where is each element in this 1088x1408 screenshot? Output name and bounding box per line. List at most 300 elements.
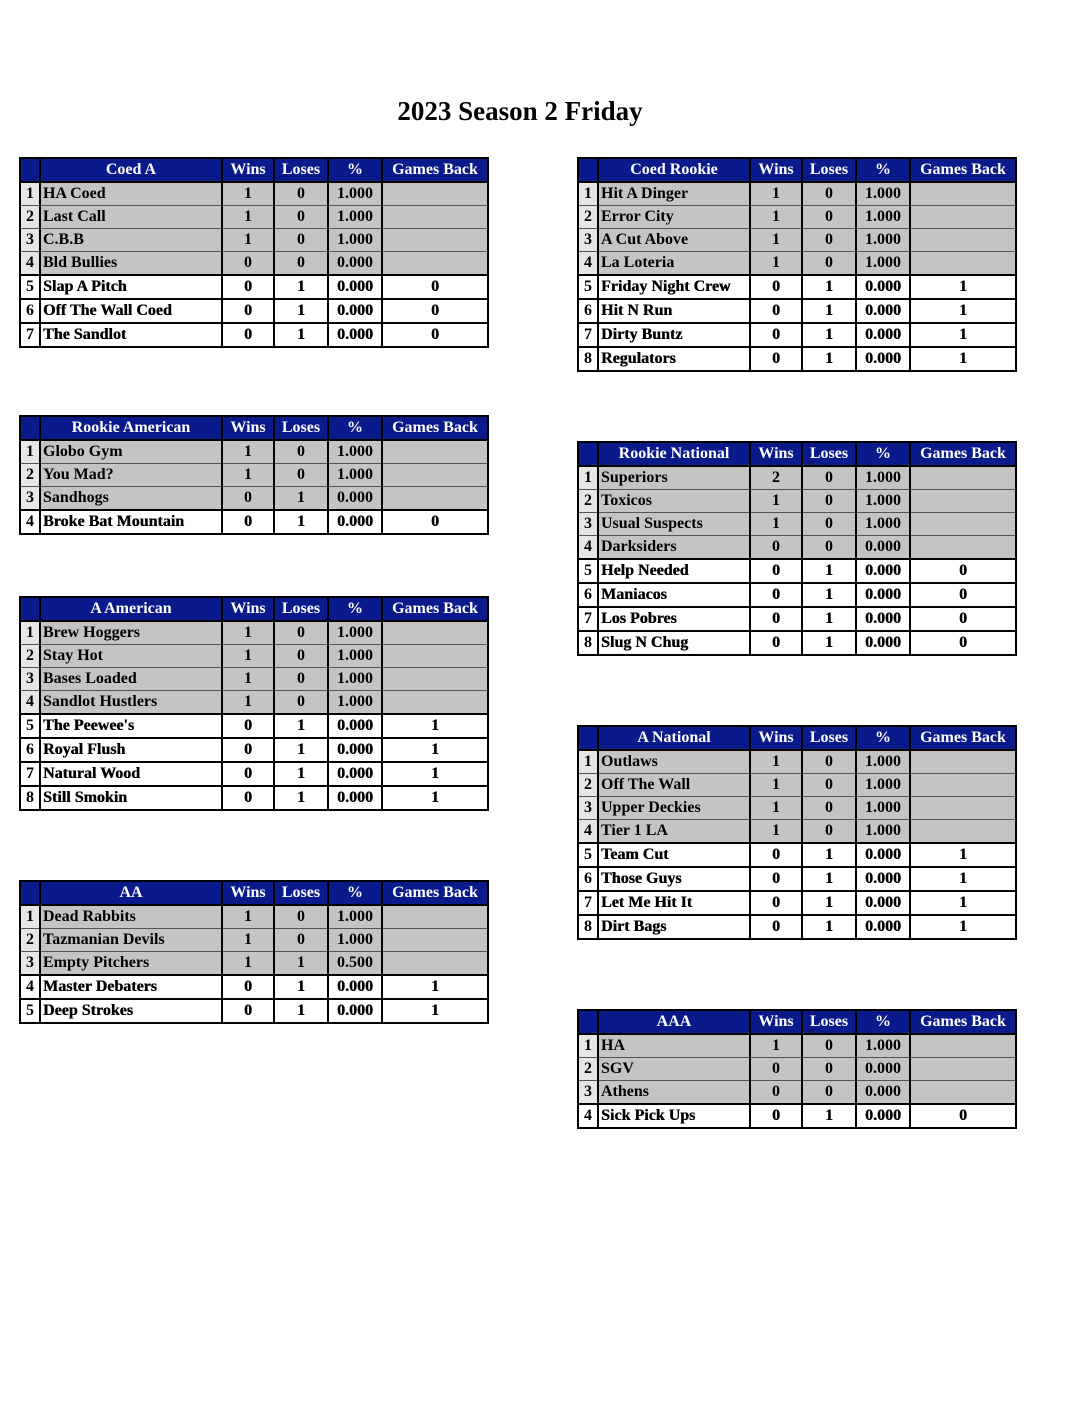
team-rank: 1	[578, 466, 598, 490]
team-rank: 1	[20, 621, 40, 645]
team-wins: 2	[750, 466, 802, 490]
team-wins: 1	[750, 774, 802, 797]
team-loses: 0	[802, 490, 856, 513]
team-loses: 1	[802, 323, 856, 347]
team-rank: 7	[20, 323, 40, 347]
team-wins: 0	[750, 536, 802, 560]
team-wins: 0	[750, 891, 802, 915]
team-loses: 1	[802, 583, 856, 607]
team-games-back: 0	[382, 299, 488, 323]
team-rank: 2	[578, 774, 598, 797]
team-wins: 0	[750, 1058, 802, 1081]
pct-header: %	[856, 726, 910, 750]
team-row	[578, 1081, 1016, 1105]
team-name: Empty Pitchers	[40, 952, 222, 976]
team-rank: 8	[578, 347, 598, 371]
header-corner	[20, 881, 40, 905]
standings-table-rookie-national	[577, 441, 1017, 656]
team-loses: 0	[274, 440, 328, 464]
team-wins: 1	[222, 621, 274, 645]
team-games-back	[382, 464, 488, 487]
team-row	[20, 975, 488, 999]
team-row	[578, 820, 1016, 844]
team-row	[578, 631, 1016, 655]
team-row	[578, 229, 1016, 252]
pct-header: %	[328, 416, 382, 440]
team-pct: 0.000	[856, 323, 910, 347]
team-wins: 1	[750, 490, 802, 513]
pct-header: %	[328, 881, 382, 905]
team-games-back: 0	[910, 1104, 1016, 1128]
team-loses: 0	[802, 206, 856, 229]
team-games-back: 1	[382, 714, 488, 738]
wins-header: Wins	[750, 1010, 802, 1034]
team-loses: 0	[802, 466, 856, 490]
team-games-back	[382, 645, 488, 668]
team-wins: 0	[750, 867, 802, 891]
team-rank: 2	[578, 490, 598, 513]
team-name: Brew Hoggers	[40, 621, 222, 645]
team-name: Hit N Run	[598, 299, 750, 323]
team-wins: 0	[222, 999, 274, 1023]
team-rank: 1	[578, 1034, 598, 1058]
team-pct: 1.000	[856, 252, 910, 276]
division-name: AAA	[598, 1010, 750, 1034]
team-name: Tazmanian Devils	[40, 929, 222, 952]
team-loses: 0	[802, 229, 856, 252]
team-name: Bases Loaded	[40, 668, 222, 691]
team-wins: 0	[750, 559, 802, 583]
team-games-back	[910, 490, 1016, 513]
team-loses: 1	[274, 323, 328, 347]
team-games-back	[910, 466, 1016, 490]
team-row	[578, 797, 1016, 820]
header-corner	[578, 442, 598, 466]
team-wins: 0	[750, 275, 802, 299]
header-row	[20, 416, 488, 440]
team-wins: 0	[750, 323, 802, 347]
team-pct: 1.000	[856, 206, 910, 229]
team-name: La Loteria	[598, 252, 750, 276]
team-name: Darksiders	[598, 536, 750, 560]
team-rank: 5	[578, 559, 598, 583]
team-rank: 2	[20, 929, 40, 952]
team-pct: 0.000	[328, 786, 382, 810]
team-wins: 0	[750, 583, 802, 607]
team-row	[20, 905, 488, 929]
games-back-header: Games Back	[910, 158, 1016, 182]
team-wins: 0	[750, 299, 802, 323]
team-name: Sick Pick Ups	[598, 1104, 750, 1128]
team-wins: 1	[750, 252, 802, 276]
team-pct: 0.000	[328, 299, 382, 323]
team-row	[20, 929, 488, 952]
team-games-back: 1	[910, 347, 1016, 371]
team-rank: 4	[578, 820, 598, 844]
team-games-back: 0	[382, 510, 488, 534]
team-games-back	[910, 1081, 1016, 1105]
team-wins: 1	[222, 440, 274, 464]
wins-header: Wins	[750, 442, 802, 466]
team-games-back	[382, 952, 488, 976]
team-loses: 0	[274, 929, 328, 952]
team-loses: 0	[274, 182, 328, 206]
team-games-back	[910, 1058, 1016, 1081]
team-loses: 0	[802, 182, 856, 206]
team-name: Sandlot Hustlers	[40, 691, 222, 715]
team-wins: 1	[222, 182, 274, 206]
team-loses: 1	[274, 999, 328, 1023]
header-row	[20, 158, 488, 182]
team-row	[20, 229, 488, 252]
team-loses: 1	[802, 299, 856, 323]
team-games-back: 1	[910, 299, 1016, 323]
team-pct: 0.000	[856, 299, 910, 323]
header-row	[578, 726, 1016, 750]
team-pct: 1.000	[856, 750, 910, 774]
team-loses: 1	[802, 631, 856, 655]
loses-header: Loses	[274, 416, 328, 440]
team-games-back	[382, 252, 488, 276]
standings-table-coed-a	[19, 157, 489, 348]
team-name: Dirty Buntz	[598, 323, 750, 347]
header-row	[20, 597, 488, 621]
team-loses: 1	[274, 952, 328, 976]
team-name: Friday Night Crew	[598, 275, 750, 299]
team-rank: 3	[20, 487, 40, 511]
games-back-header: Games Back	[382, 881, 488, 905]
team-name: C.B.B	[40, 229, 222, 252]
team-pct: 0.000	[856, 867, 910, 891]
team-loses: 1	[802, 843, 856, 867]
team-loses: 0	[274, 206, 328, 229]
team-row	[20, 762, 488, 786]
division-name: A American	[40, 597, 222, 621]
loses-header: Loses	[274, 597, 328, 621]
team-row	[20, 668, 488, 691]
standings-table-aaa	[577, 1009, 1017, 1129]
team-row	[20, 182, 488, 206]
team-loses: 0	[802, 513, 856, 536]
team-wins: 0	[222, 975, 274, 999]
team-wins: 0	[222, 738, 274, 762]
team-rank: 4	[20, 510, 40, 534]
team-pct: 1.000	[328, 621, 382, 645]
team-loses: 1	[274, 510, 328, 534]
team-loses: 0	[274, 905, 328, 929]
team-rank: 4	[20, 691, 40, 715]
team-games-back	[910, 750, 1016, 774]
team-pct: 1.000	[856, 797, 910, 820]
team-games-back	[382, 905, 488, 929]
team-name: Outlaws	[598, 750, 750, 774]
team-rank: 6	[20, 738, 40, 762]
team-games-back	[910, 206, 1016, 229]
wins-header: Wins	[222, 881, 274, 905]
team-row	[578, 536, 1016, 560]
team-rank: 2	[578, 206, 598, 229]
header-corner	[578, 726, 598, 750]
team-name: Natural Wood	[40, 762, 222, 786]
team-games-back	[910, 1034, 1016, 1058]
header-corner	[20, 416, 40, 440]
team-pct: 1.000	[328, 668, 382, 691]
team-wins: 0	[222, 786, 274, 810]
team-pct: 1.000	[328, 929, 382, 952]
team-games-back	[382, 487, 488, 511]
team-games-back	[382, 206, 488, 229]
team-row	[20, 786, 488, 810]
team-wins: 1	[750, 797, 802, 820]
team-loses: 0	[802, 536, 856, 560]
team-rank: 1	[20, 182, 40, 206]
team-row	[20, 252, 488, 276]
team-games-back	[382, 440, 488, 464]
wins-header: Wins	[222, 158, 274, 182]
team-pct: 0.000	[856, 347, 910, 371]
team-loses: 1	[802, 915, 856, 939]
team-pct: 0.000	[856, 915, 910, 939]
team-row	[20, 738, 488, 762]
team-loses: 0	[802, 750, 856, 774]
team-loses: 1	[802, 275, 856, 299]
team-loses: 1	[274, 738, 328, 762]
team-pct: 1.000	[856, 1034, 910, 1058]
games-back-header: Games Back	[910, 442, 1016, 466]
team-wins: 1	[750, 206, 802, 229]
team-games-back: 1	[382, 786, 488, 810]
team-name: Help Needed	[598, 559, 750, 583]
team-rank: 3	[20, 229, 40, 252]
team-pct: 0.000	[856, 275, 910, 299]
team-loses: 0	[802, 252, 856, 276]
header-corner	[20, 597, 40, 621]
pct-header: %	[328, 158, 382, 182]
team-loses: 0	[802, 1081, 856, 1105]
team-row	[578, 206, 1016, 229]
team-name: You Mad?	[40, 464, 222, 487]
team-loses: 1	[274, 714, 328, 738]
team-rank: 7	[20, 762, 40, 786]
header-corner	[578, 158, 598, 182]
team-pct: 1.000	[328, 229, 382, 252]
team-pct: 0.000	[856, 1058, 910, 1081]
team-name: Hit A Dinger	[598, 182, 750, 206]
team-row	[20, 645, 488, 668]
team-rank: 7	[578, 891, 598, 915]
team-games-back: 1	[910, 891, 1016, 915]
team-loses: 0	[274, 464, 328, 487]
team-wins: 0	[750, 843, 802, 867]
loses-header: Loses	[802, 158, 856, 182]
team-name: Let Me Hit It	[598, 891, 750, 915]
team-rank: 6	[578, 867, 598, 891]
standings-table-rookie-american	[19, 415, 489, 535]
team-row	[20, 999, 488, 1023]
team-wins: 0	[750, 347, 802, 371]
team-pct: 0.500	[328, 952, 382, 976]
team-name: Maniacos	[598, 583, 750, 607]
team-rank: 5	[578, 843, 598, 867]
team-games-back: 0	[910, 583, 1016, 607]
team-pct: 1.000	[328, 691, 382, 715]
team-loses: 1	[802, 1104, 856, 1128]
pct-header: %	[856, 158, 910, 182]
team-wins: 1	[222, 229, 274, 252]
division-name: AA	[40, 881, 222, 905]
standings-table-aa	[19, 880, 489, 1024]
team-pct: 1.000	[856, 229, 910, 252]
wins-header: Wins	[750, 726, 802, 750]
team-pct: 0.000	[856, 559, 910, 583]
team-games-back	[910, 797, 1016, 820]
team-wins: 0	[222, 510, 274, 534]
team-games-back	[910, 513, 1016, 536]
team-wins: 1	[222, 905, 274, 929]
team-rank: 2	[578, 1058, 598, 1081]
team-pct: 0.000	[328, 714, 382, 738]
team-pct: 0.000	[328, 762, 382, 786]
team-loses: 0	[274, 691, 328, 715]
team-games-back: 1	[382, 999, 488, 1023]
team-rank: 6	[578, 299, 598, 323]
team-pct: 0.000	[328, 275, 382, 299]
team-games-back	[382, 929, 488, 952]
team-games-back: 0	[910, 631, 1016, 655]
team-name: Broke Bat Mountain	[40, 510, 222, 534]
team-row	[578, 867, 1016, 891]
team-pct: 1.000	[328, 645, 382, 668]
loses-header: Loses	[802, 442, 856, 466]
team-games-back	[382, 668, 488, 691]
team-row	[578, 513, 1016, 536]
standings-table-a-national	[577, 725, 1017, 940]
team-loses: 0	[802, 774, 856, 797]
team-wins: 0	[750, 915, 802, 939]
team-name: Usual Suspects	[598, 513, 750, 536]
team-loses: 1	[274, 275, 328, 299]
team-games-back: 1	[382, 738, 488, 762]
team-rank: 1	[578, 750, 598, 774]
team-loses: 1	[274, 487, 328, 511]
team-row	[578, 275, 1016, 299]
team-pct: 0.000	[856, 607, 910, 631]
team-games-back	[910, 229, 1016, 252]
team-games-back	[910, 252, 1016, 276]
team-name: Error City	[598, 206, 750, 229]
team-pct: 0.000	[328, 487, 382, 511]
team-row	[20, 206, 488, 229]
team-games-back	[382, 182, 488, 206]
team-name: The Peewee's	[40, 714, 222, 738]
team-name: Toxicos	[598, 490, 750, 513]
team-name: Still Smokin	[40, 786, 222, 810]
team-pct: 1.000	[856, 513, 910, 536]
team-name: Slug N Chug	[598, 631, 750, 655]
team-rank: 4	[20, 975, 40, 999]
games-back-header: Games Back	[910, 726, 1016, 750]
team-row	[578, 843, 1016, 867]
header-corner	[20, 158, 40, 182]
team-games-back: 1	[382, 762, 488, 786]
team-wins: 0	[222, 299, 274, 323]
team-pct: 0.000	[856, 631, 910, 655]
team-pct: 0.000	[328, 323, 382, 347]
team-row	[578, 607, 1016, 631]
team-loses: 1	[802, 607, 856, 631]
team-wins: 0	[750, 631, 802, 655]
team-games-back: 0	[382, 323, 488, 347]
team-row	[578, 323, 1016, 347]
team-wins: 0	[222, 762, 274, 786]
team-name: Dirt Bags	[598, 915, 750, 939]
team-loses: 0	[274, 645, 328, 668]
team-rank: 5	[20, 275, 40, 299]
team-pct: 0.000	[328, 252, 382, 276]
header-row	[578, 158, 1016, 182]
team-pct: 0.000	[328, 738, 382, 762]
team-pct: 1.000	[856, 774, 910, 797]
team-rank: 8	[578, 915, 598, 939]
team-games-back	[910, 182, 1016, 206]
team-loses: 1	[802, 867, 856, 891]
team-row	[20, 323, 488, 347]
division-name: Rookie American	[40, 416, 222, 440]
team-name: HA	[598, 1034, 750, 1058]
team-name: The Sandlot	[40, 323, 222, 347]
team-wins: 1	[222, 929, 274, 952]
team-row	[578, 1058, 1016, 1081]
team-pct: 0.000	[328, 510, 382, 534]
team-wins: 1	[750, 1034, 802, 1058]
header-row	[20, 881, 488, 905]
team-name: Team Cut	[598, 843, 750, 867]
games-back-header: Games Back	[382, 416, 488, 440]
team-name: Stay Hot	[40, 645, 222, 668]
team-row	[20, 621, 488, 645]
team-rank: 1	[20, 440, 40, 464]
team-row	[20, 487, 488, 511]
header-corner	[578, 1010, 598, 1034]
team-name: Superiors	[598, 466, 750, 490]
team-row	[20, 510, 488, 534]
team-row	[20, 952, 488, 976]
team-row	[578, 1034, 1016, 1058]
team-row	[578, 774, 1016, 797]
header-row	[578, 442, 1016, 466]
team-name: Slap A Pitch	[40, 275, 222, 299]
team-pct: 1.000	[328, 440, 382, 464]
team-pct: 0.000	[856, 583, 910, 607]
team-pct: 0.000	[856, 1081, 910, 1105]
team-name: HA Coed	[40, 182, 222, 206]
team-name: Those Guys	[598, 867, 750, 891]
pct-header: %	[328, 597, 382, 621]
team-rank: 1	[578, 182, 598, 206]
division-name: Coed A	[40, 158, 222, 182]
team-rank: 5	[578, 275, 598, 299]
team-pct: 1.000	[856, 182, 910, 206]
team-name: Bld Bullies	[40, 252, 222, 276]
division-name: Rookie National	[598, 442, 750, 466]
team-row	[578, 347, 1016, 371]
division-name: Coed Rookie	[598, 158, 750, 182]
team-pct: 1.000	[328, 182, 382, 206]
team-loses: 1	[802, 891, 856, 915]
team-wins: 1	[222, 464, 274, 487]
team-pct: 0.000	[328, 975, 382, 999]
team-row	[578, 583, 1016, 607]
